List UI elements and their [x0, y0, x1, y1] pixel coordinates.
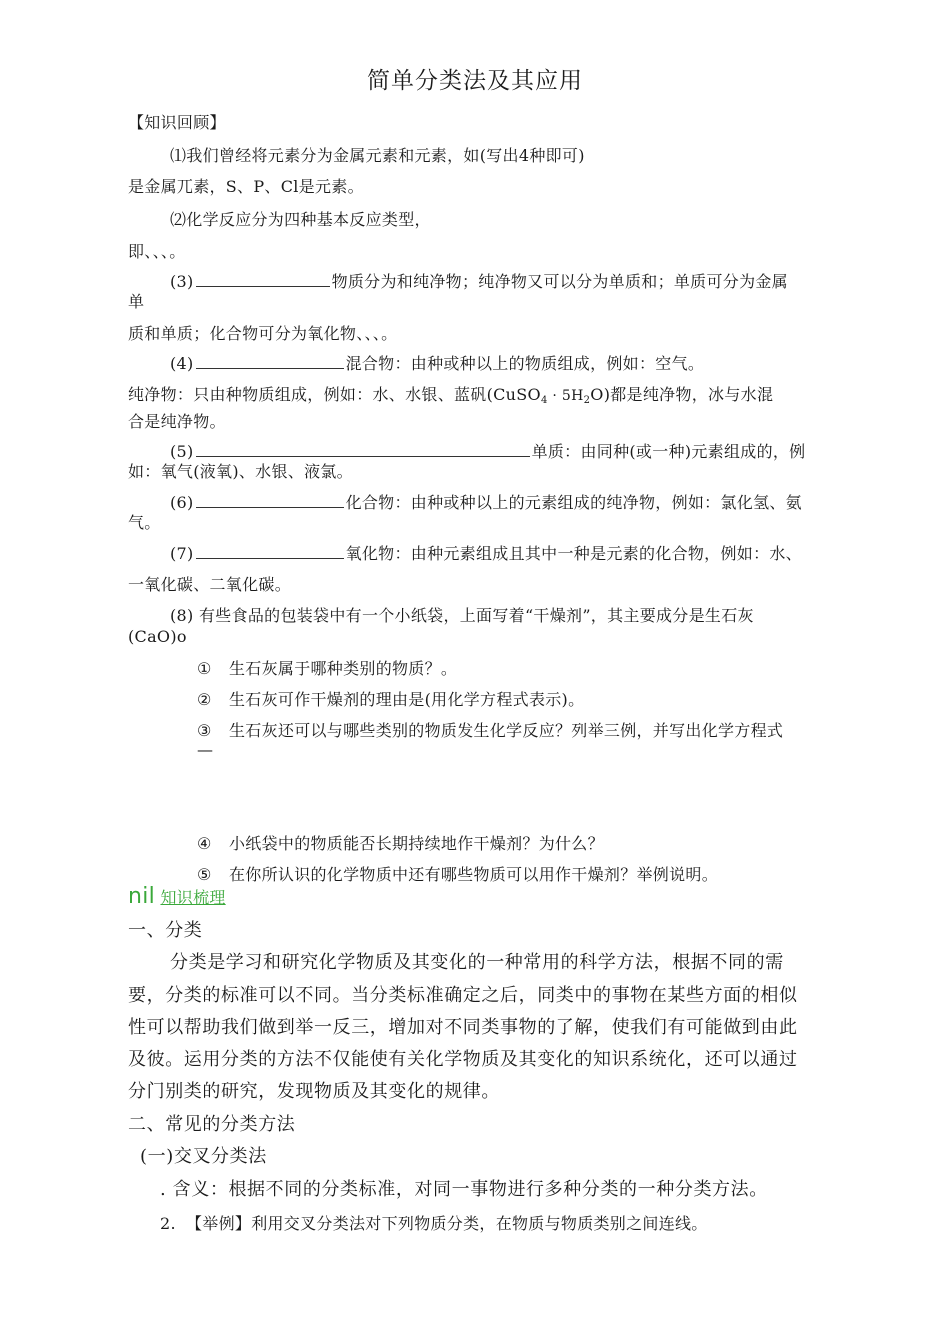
- q7-line-b: 一氧化碳、二氧化碳。: [128, 575, 292, 594]
- subsection-heading: (一)交叉分类法: [140, 1146, 267, 1167]
- para-line-5: 分门别类的研究，发现物质及其变化的规律。: [128, 1081, 500, 1102]
- q8-line-a: (8) 有些食品的包装袋中有一个小纸袋，上面写着“干燥剂”，其主要成分是生石灰: [170, 606, 754, 625]
- q7-blank[interactable]: [196, 544, 344, 559]
- q1-line-a: ⑴我们曾经将元素分为金属元素和元素，如(写出4种即可): [170, 146, 585, 165]
- section-2-heading: 二、常见的分类方法: [128, 1114, 296, 1135]
- nil-mark: nil: [128, 884, 156, 909]
- q6-number: (6): [170, 493, 194, 512]
- subq-3-num: ③: [197, 721, 212, 740]
- subq-3-text: 生石灰还可以与哪些类别的物质发生化学反应？列举三例，并写出化学方程式: [229, 721, 784, 740]
- q3-line-b: 单: [128, 292, 145, 311]
- q4-line-c: 合是纯净物。: [128, 412, 226, 431]
- q5-line-a: [170, 442, 805, 462]
- example-line: [160, 1214, 708, 1234]
- subq-2: [197, 690, 584, 710]
- subq-4-text: 小纸袋中的物质能否长期持续地作干燥剂？为什么？: [229, 834, 604, 853]
- q6-text: 化合物：由种或种以上的元素组成的纯净物，例如：氯化氢、氨: [345, 493, 802, 512]
- q5-number: (5): [170, 442, 194, 461]
- q3-line-c: 质和单质；化合物可分为氧化物、、、。: [128, 324, 398, 343]
- subq-1-num: ①: [197, 659, 212, 678]
- subq-5: [197, 865, 718, 885]
- page-title: 简单分类法及其应用: [367, 68, 583, 94]
- para-line-1: 分类是学习和研究化学物质及其变化的一种常用的科学方法，根据不同的需: [170, 952, 784, 973]
- q6-line-b: 气。: [128, 513, 161, 532]
- q4-b-sub: 4: [540, 395, 548, 406]
- q5-text: 单质：由同种(或一种)元素组成的，例: [531, 442, 806, 461]
- q4-b-sub2: 2: [583, 395, 591, 406]
- q4-blank[interactable]: [196, 354, 344, 369]
- q3-line-a: [170, 272, 788, 292]
- subq-4: [197, 834, 604, 854]
- q4-text: 混合物：由种或种以上的物质组成，例如：空气。: [345, 354, 705, 373]
- example-num: 2.: [160, 1214, 176, 1233]
- q4-line-b: [128, 385, 773, 411]
- q8-line-b: (CaO)o: [128, 627, 187, 646]
- review-header: 【知识回顾】: [128, 113, 226, 132]
- q3-number: (3): [170, 272, 194, 291]
- sort-header-link[interactable]: 知识梳理: [160, 888, 226, 907]
- q5-line-b: 如：氧气(液氧)、水银、液氯。: [128, 462, 353, 481]
- q4-line-a: [170, 354, 704, 374]
- q7-line-a: [170, 544, 802, 564]
- q7-number: (7): [170, 544, 194, 563]
- q4-b-mid: · 5H: [547, 388, 584, 404]
- q4-b-text: 纯净物：只由种物质组成，例如：水、水银、蓝矾(CuSO: [128, 385, 541, 404]
- q3-blank[interactable]: [196, 272, 330, 287]
- subq-2-text: 生石灰可作干燥剂的理由是(用化学方程式表示)。: [229, 690, 585, 709]
- example-text: 【举例】利用交叉分类法对下列物质分类，在物质与物质类别之间连线。: [186, 1214, 708, 1233]
- subq-1-text: 生石灰属于哪种类别的物质？。: [229, 659, 458, 678]
- subq-5-num: ⑤: [197, 865, 212, 884]
- q2-line-a: ⑵化学反应分为四种基本反应类型，: [170, 210, 431, 229]
- subq-3-dash: —: [197, 740, 214, 759]
- subq-1: [197, 659, 457, 679]
- q4-number: (4): [170, 354, 194, 373]
- para-line-2: 要，分类的标准可以不同。当分类标准确定之后，同类中的事物在某些方面的相似: [128, 985, 798, 1006]
- subq-5-text: 在你所认识的化学物质中还有哪些物质可以用作干燥剂？举例说明。: [229, 865, 719, 884]
- subq-2-num: ②: [197, 690, 212, 709]
- subq-3: [197, 721, 783, 741]
- q2-line-b: 即、、、。: [128, 242, 186, 261]
- knowledge-sort-header: [128, 884, 226, 911]
- q7-text: 氧化物：由种元素组成且其中一种是元素的化合物，例如：水、: [345, 544, 802, 563]
- q1-line-b: 是金属兀素，S、P、Cl是元素。: [128, 177, 364, 196]
- definition-line: . 含义：根据不同的分类标准，对同一事物进行多种分类的一种分类方法。: [160, 1179, 768, 1200]
- para-line-3: 性可以帮助我们做到举一反三，增加对不同类事物的了解，使我们有可能做到由此: [128, 1017, 798, 1038]
- q5-blank[interactable]: [196, 442, 530, 457]
- q3-text: 物质分为和纯净物；纯净物又可以分为单质和；单质可分为金属: [331, 272, 788, 291]
- q6-blank[interactable]: [196, 493, 344, 508]
- subq-4-num: ④: [197, 834, 212, 853]
- q4-b-post: O)都是纯净物，冰与水混: [590, 385, 774, 404]
- section-1-heading: 一、分类: [128, 920, 203, 941]
- para-line-4: 及彼。运用分类的方法不仅能使有关化学物质及其变化的知识系统化，还可以通过: [128, 1049, 798, 1070]
- q6-line-a: [170, 493, 802, 513]
